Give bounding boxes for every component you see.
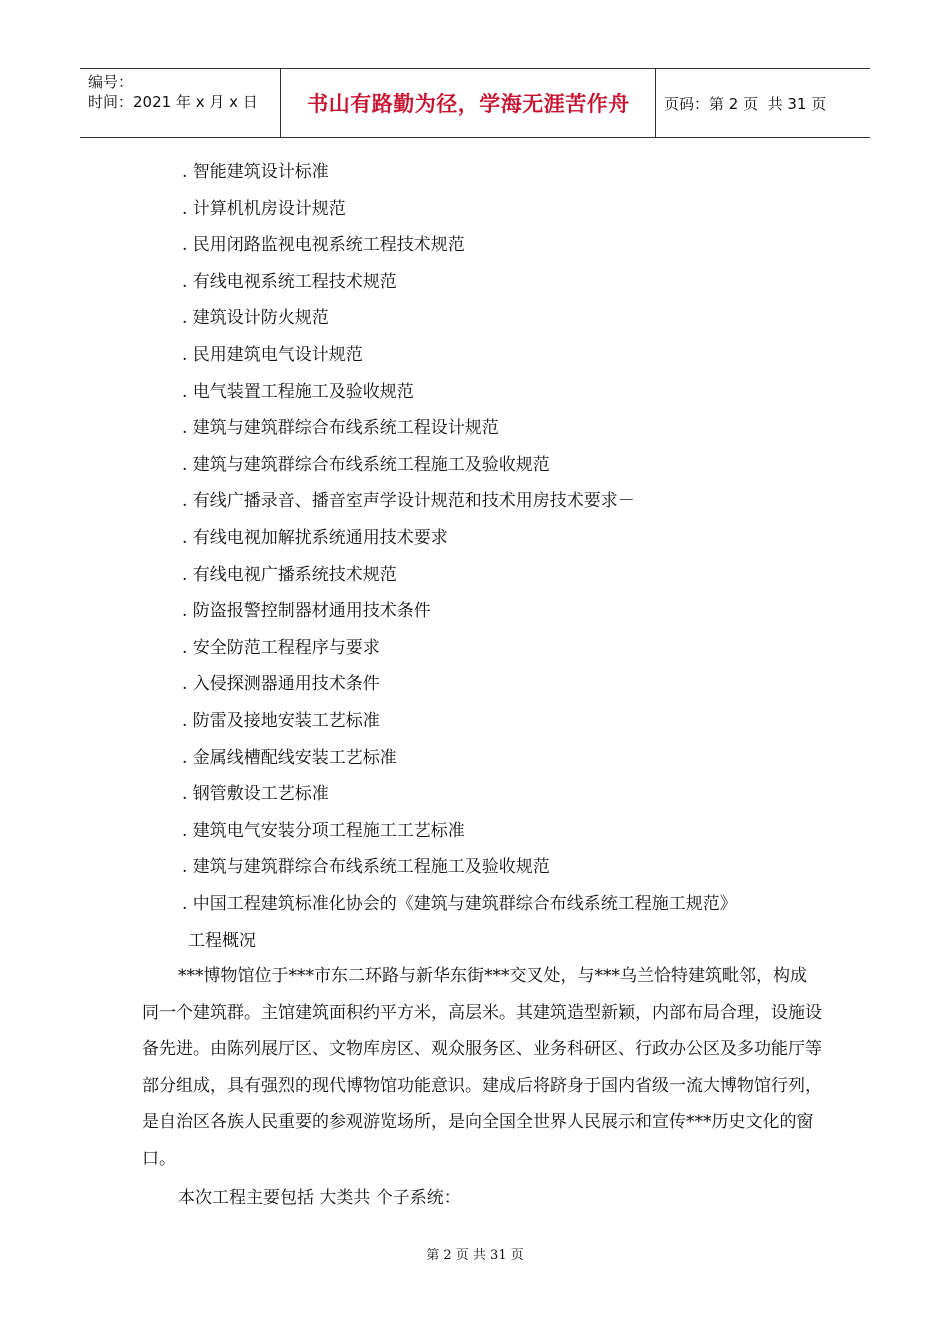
list-item: . 有线广播录音、播音室声学设计规范和技术用房技术要求－ [182, 491, 635, 512]
date-label: 时间：2021 年 x 月 x 日 [88, 93, 258, 111]
list-item: . 电气装置工程施工及验收规范 [182, 381, 414, 402]
list-item: . 建筑电气安装分项工程施工工艺标准 [182, 820, 465, 841]
header-motto: 书山有路勤为径，学海无涯苦作舟 [282, 69, 656, 137]
list-item: . 安全防范工程程序与要求 [182, 637, 380, 658]
number-label: 编号： [88, 73, 134, 91]
list-item: . 钢管敷设工艺标准 [182, 784, 329, 805]
scope-paragraph: 本次工程主要包括 大类共 个子系统： [178, 1188, 461, 1208]
list-item: . 民用建筑电气设计规范 [182, 344, 363, 365]
list-item: . 建筑与建筑群综合布线系统工程施工及验收规范 [182, 454, 550, 475]
list-item: . 中国工程建筑标准化协会的《建筑与建筑群综合布线系统工程施工规范》 [182, 893, 737, 914]
list-item: . 建筑与建筑群综合布线系统工程设计规范 [182, 418, 499, 439]
list-item: . 入侵探测器通用技术条件 [182, 674, 380, 695]
list-item: . 建筑与建筑群综合布线系统工程施工及验收规范 [182, 857, 550, 878]
header-page-info: 页码：第 2 页 共 31 页 [664, 94, 827, 113]
list-item: . 民用闭路监视电视系统工程技术规范 [182, 235, 465, 256]
page-footer: 第 2 页 共 31 页 [426, 1248, 524, 1263]
list-item: . 金属线槽配线安装工艺标准 [182, 747, 397, 768]
list-item: . 防雷及接地安装工艺标准 [182, 710, 380, 731]
overview-paragraph: ***博物馆位于***市东二环路与新华东街***交叉处，与***乌兰恰特建筑毗邻，构成同一个建筑群。主馆建筑面积约平方米，高层米。其建筑造型新颖，内部布局合理，设施设备先进。由陈列展厅区、文物库房区、观众服务区、业务科研区、行政办公区及多功能厅等部分组成，具有强烈的现代博物馆功能意识。建成后将跻身于国内省级一流大博物馆行列，是自治区各族人民重要的参观游览场所，是向全国全世界人民展示和宣传***历史文化的窗口。 [142, 966, 822, 1169]
list-item: . 防盗报警控制器材通用技术条件 [182, 601, 431, 622]
list-item: . 有线电视系统工程技术规范 [182, 271, 397, 292]
list-item: . 建筑设计防火规范 [182, 308, 329, 329]
list-item: . 智能建筑设计标准 [182, 162, 329, 182]
standards-list [182, 157, 737, 925]
section-title: 工程概况 [188, 931, 256, 951]
list-item: . 计算机机房设计规范 [182, 198, 346, 219]
page-header [80, 68, 870, 138]
list-item: . 有线电视加解扰系统通用技术要求 [182, 527, 448, 548]
header-meta [80, 69, 281, 137]
list-item: . 有线电视广播系统技术规范 [182, 564, 397, 585]
